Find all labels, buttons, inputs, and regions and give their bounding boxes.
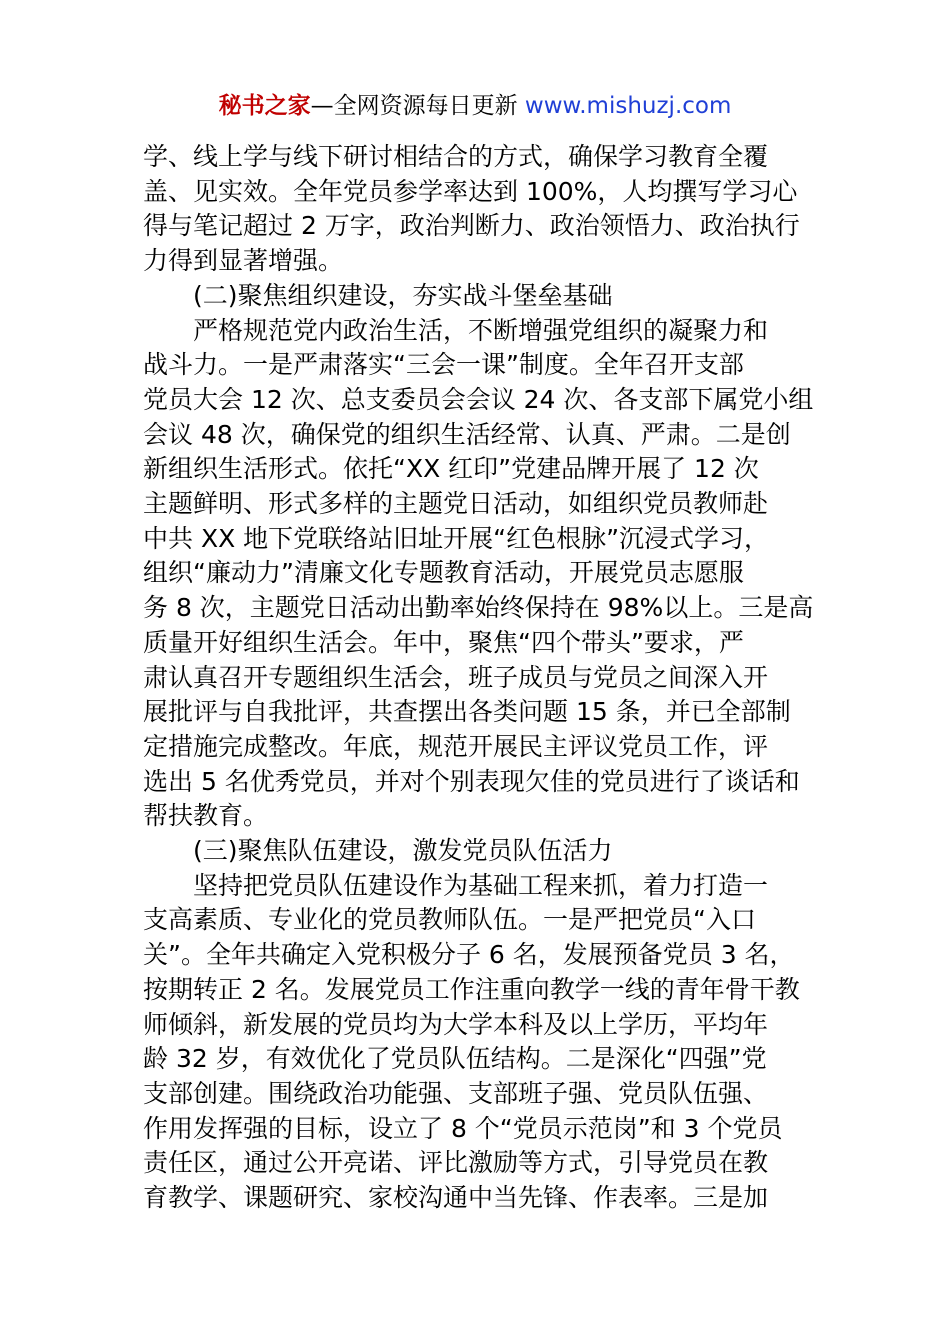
text-line: 作用发挥强的目标，设立了 8 个“党员示范岗”和 3 个党员 xyxy=(143,1113,783,1143)
paragraph-organization xyxy=(143,314,814,835)
text-line: 支部创建。围绕政治功能强、支部班子强、党员队伍强、 xyxy=(143,1078,769,1108)
text-line: 得与笔记超过 2 万字，政治判断力、政治领悟力、政治执行 xyxy=(143,211,800,241)
text-line: 党员大会 12 次、总支委员会会议 24 次、各支部下属党小组 xyxy=(143,384,814,414)
text-line: 按期转正 2 名。发展党员工作注重向教学一线的青年骨干教 xyxy=(143,974,800,1004)
text-line: 肃认真召开专题组织生活会，班子成员与党员之间深入开 xyxy=(143,662,769,692)
text-line: 坚持把党员队伍建设作为基础工程来抓，着力打造一 xyxy=(193,870,769,900)
header-url-link[interactable]: www.mishuzj.com xyxy=(524,93,732,119)
text-line: 新组织生活形式。依托“XX 红印”党建品牌开展了 12 次 xyxy=(143,454,759,484)
text-line: 会议 48 次，确保党的组织生活经常、认真、严肃。二是创 xyxy=(143,419,791,449)
text-line: 责任区，通过公开亮诺、评比激励等方式，引导党员在教 xyxy=(143,1148,769,1178)
header-brand: 秘书之家 xyxy=(218,93,311,119)
section-heading-2 xyxy=(143,279,811,314)
text-line: 严格规范党内政治生活，不断增强党组织的凝聚力和 xyxy=(193,315,769,345)
text-line: 主题鲜明、形式多样的主题党日活动，如组织党员教师赴 xyxy=(143,489,769,519)
text-line: 育教学、课题研究、家校沟通中当先锋、作表率。三是加 xyxy=(143,1183,769,1213)
text-line: 质量开好组织生活会。年中，聚焦“四个带头”要求，严 xyxy=(143,627,744,657)
text-line: 龄 32 岁，有效优化了党员队伍结构。二是深化“四强”党 xyxy=(143,1044,767,1074)
text-line: 中共 XX 地下党联络站旧址开展“红色根脉”沉浸式学习， xyxy=(143,523,770,553)
section-heading-3 xyxy=(143,834,811,869)
paragraph-team xyxy=(143,869,811,1216)
paragraph-continued xyxy=(143,140,811,279)
text-line: 展批评与自我批评，共查摆出各类问题 15 条，并已全部制 xyxy=(143,697,791,727)
text-line: 师倾斜，新发展的党员均为大学本科及以上学历，平均年 xyxy=(143,1009,769,1039)
text-line: 学、线上学与线下研讨相结合的方式，确保学习教育全覆 xyxy=(143,142,769,171)
heading-text: (三)聚焦队伍建设，激发党员队伍活力 xyxy=(193,836,613,866)
header-tagline: —全网资源每日更新 xyxy=(310,93,518,119)
text-line: 支高素质、专业化的党员教师队伍。一是严把党员“入口 xyxy=(143,905,756,935)
text-line: 务 8 次，主题党日活动出勤率始终保持在 98%以上。三是高 xyxy=(143,593,814,623)
page-header xyxy=(0,86,950,126)
text-line: 力得到显著增强。 xyxy=(143,246,344,276)
text-line: 组织“廉动力”清廉文化专题教育活动，开展党员志愿服 xyxy=(143,558,744,588)
text-line: 定措施完成整改。年底，规范开展民主评议党员工作，评 xyxy=(143,731,769,761)
heading-text: (二)聚焦组织建设，夯实战斗堡垒基础 xyxy=(193,280,613,310)
text-line: 关”。全年共确定入党积极分子 6 名，发展预备党员 3 名， xyxy=(143,940,795,970)
text-line: 帮扶教育。 xyxy=(143,801,269,831)
text-line: 战斗力。一是严肃落实“三会一课”制度。全年召开支部 xyxy=(143,350,744,380)
text-line: 选出 5 名优秀党员，并对个别表现欠佳的党员进行了谈话和 xyxy=(143,766,800,796)
document-body xyxy=(143,140,814,1216)
text-line: 盖、见实效。全年党员参学率达到 100%，人均撰写学习心 xyxy=(143,176,798,206)
